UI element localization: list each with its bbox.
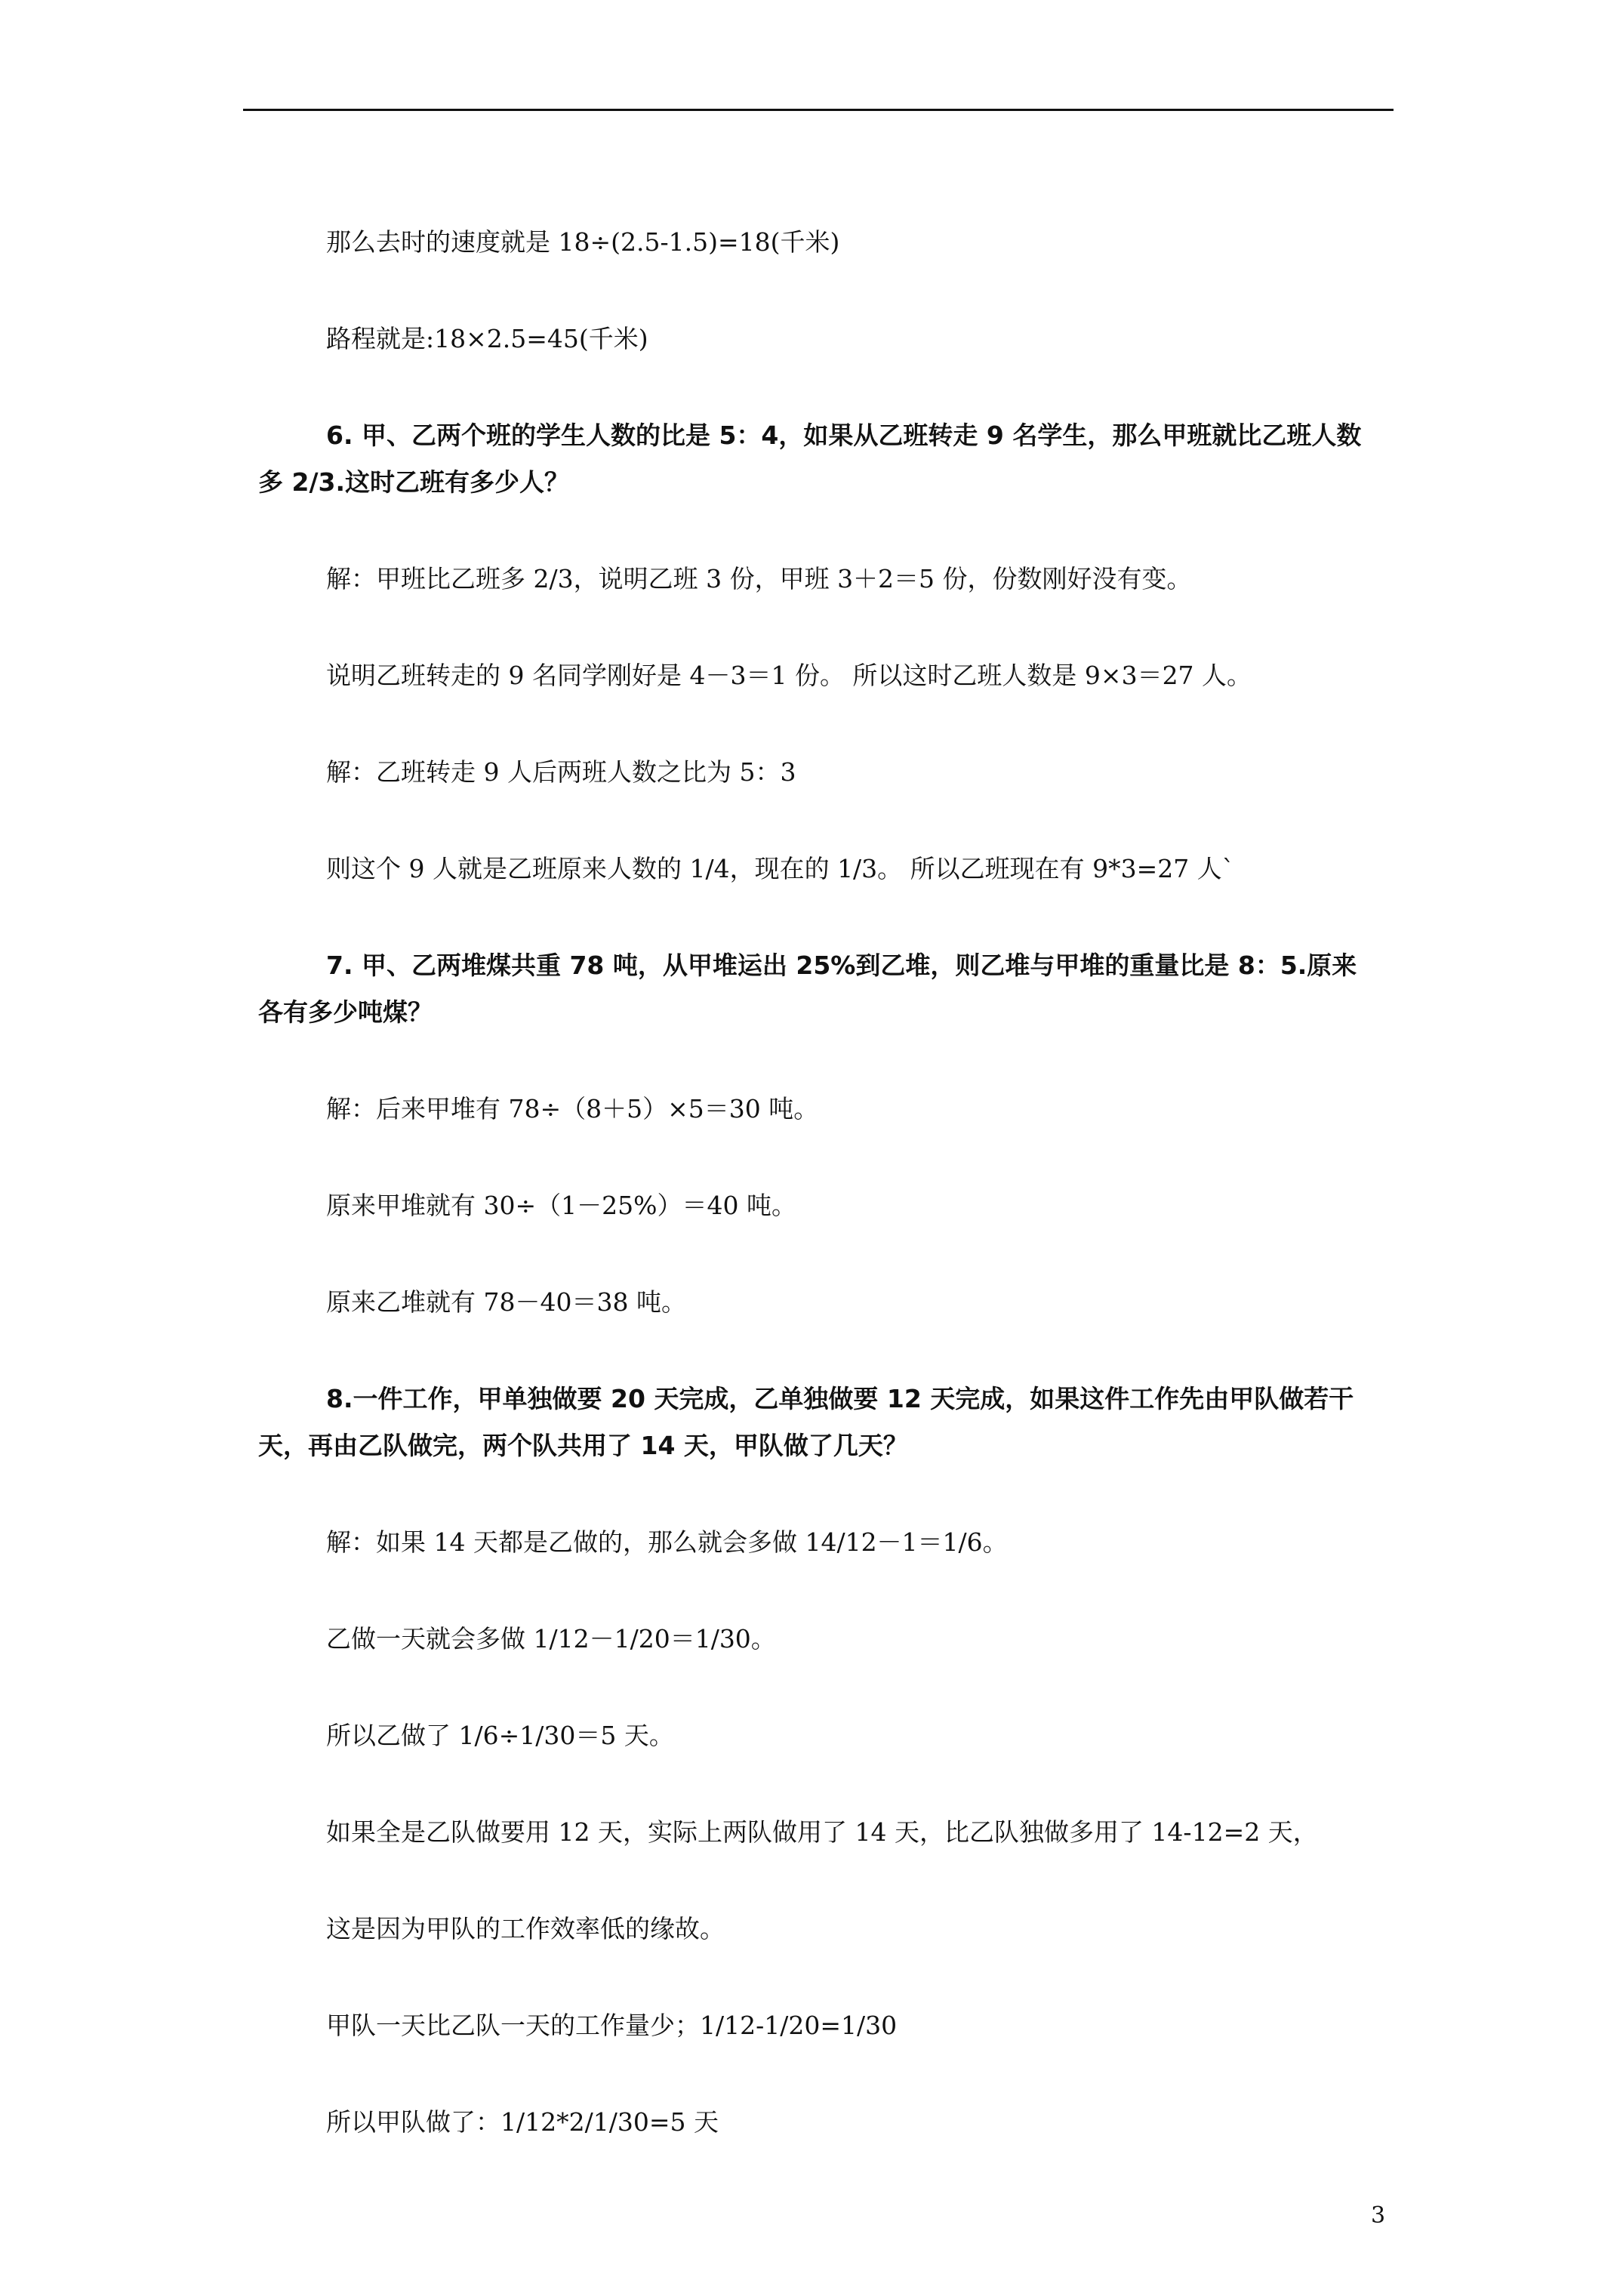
solution-line: 如果全是乙队做要用 12 天，实际上两队做用了 14 天，比乙队独做多用了 14-12=2 天， [326, 1817, 1318, 1847]
solution-line: 这是因为甲队的工作效率低的缘故。 [326, 1914, 725, 1943]
document-body [258, 219, 1375, 2196]
page-number: 3 [1371, 2202, 1386, 2229]
solution-line: 解：后来甲堆有 78÷（8＋5）×5＝30 吨。 [326, 1094, 819, 1123]
solution-line: 解：如果 14 天都是乙做的，那么就会多做 14/12－1＝1/6。 [326, 1527, 1008, 1557]
solution-line: 乙做一天就会多做 1/12－1/20＝1/30。 [326, 1624, 776, 1653]
text-line: 那么去时的速度就是 18÷(2.5-1.5)=18(千米) [326, 227, 840, 257]
text-line: 路程就是:18×2.5=45(千米) [326, 324, 648, 353]
solution-line: 解：乙班转走 9 人后两班人数之比为 5：3 [326, 757, 796, 787]
question-8: 8.一件工作，甲单独做要 20 天完成，乙单独做要 12 天完成，如果这件工作先由甲队做若干天，再由乙队做完，两个队共用了 14 天，甲队做了几天？ [258, 1384, 1354, 1460]
solution-line: 甲队一天比乙队一天的工作量少；1/12-1/20=1/30 [326, 2011, 898, 2040]
solution-line: 则这个 9 人就是乙班原来人数的 1/4，现在的 1/3。 所以乙班现在有 9*3=27 人` [326, 854, 1235, 883]
question-6: 6. 甲、乙两个班的学生人数的比是 5：4，如果从乙班转走 9 名学生，那么甲班就比乙班人数多 2/3.这时乙班有多少人？ [258, 421, 1362, 497]
solution-line: 原来乙堆就有 78－40＝38 吨。 [326, 1287, 686, 1317]
header-rule [243, 109, 1394, 111]
solution-line: 解：甲班比乙班多 2/3，说明乙班 3 份，甲班 3＋2＝5 份，份数刚好没有变。 [326, 564, 1192, 593]
solution-line: 原来甲堆就有 30÷（1－25%）＝40 吨。 [326, 1191, 796, 1220]
solution-line: 所以甲队做了：1/12*2/1/30=5 天 [326, 2107, 719, 2137]
question-7: 7. 甲、乙两堆煤共重 78 吨，从甲堆运出 25%到乙堆，则乙堆与甲堆的重量比是 8：5.原来各有多少吨煤？ [258, 951, 1357, 1027]
solution-line: 所以乙做了 1/6÷1/30＝5 天。 [326, 1721, 674, 1750]
solution-line: 说明乙班转走的 9 名同学刚好是 4－3＝1 份。 所以这时乙班人数是 9×3＝27 人。 [326, 661, 1252, 690]
